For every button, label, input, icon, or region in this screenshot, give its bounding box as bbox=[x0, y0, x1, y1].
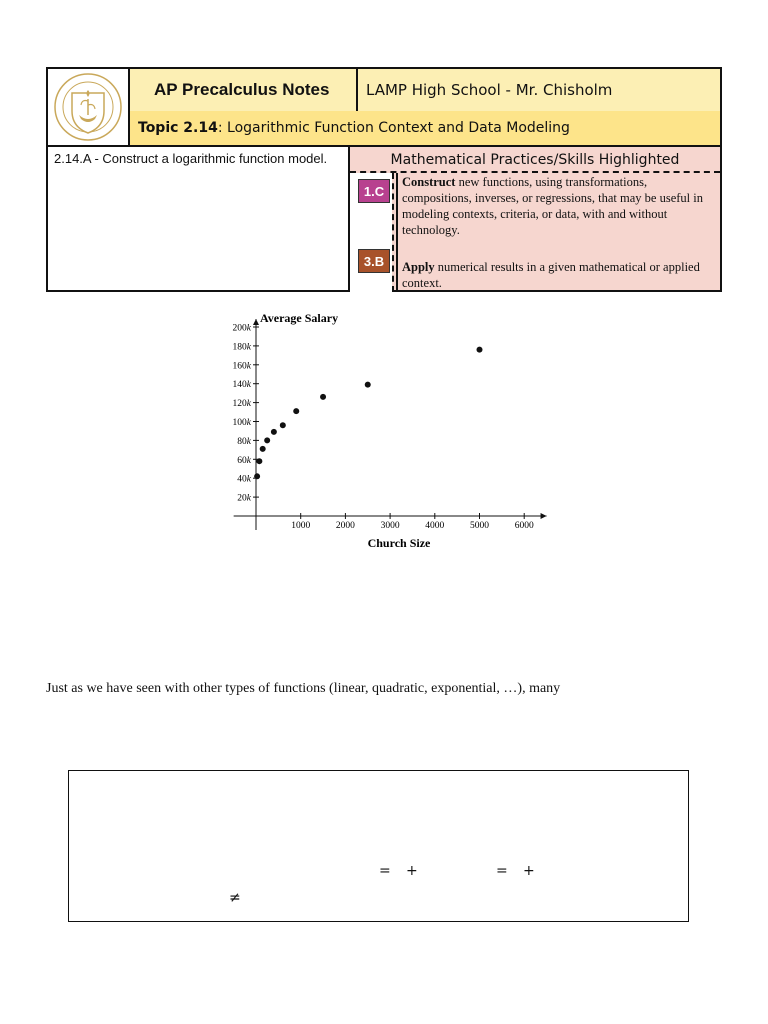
x-tick-label: 3000 bbox=[380, 521, 400, 531]
skill-badge-1c: 1.C bbox=[358, 179, 390, 203]
y-tick-label: 80k bbox=[237, 436, 251, 447]
equals-sign: = bbox=[379, 863, 391, 879]
y-tick-label: 180k bbox=[232, 342, 251, 353]
school-logo bbox=[46, 67, 130, 147]
skill-1c-text bbox=[402, 174, 714, 238]
data-point bbox=[271, 429, 277, 435]
data-point bbox=[264, 437, 270, 443]
y-tick-label: 100k bbox=[232, 418, 251, 428]
data-point bbox=[254, 473, 260, 479]
data-point bbox=[477, 347, 483, 353]
x-axis-label: Church Size bbox=[367, 536, 431, 550]
chart-points bbox=[254, 347, 482, 480]
x-tick-label: 2000 bbox=[335, 521, 355, 531]
y-tick-label: 120k bbox=[232, 399, 251, 410]
data-point bbox=[320, 394, 326, 400]
intro-paragraph: Just as we have seen with other types of functions (linear, quadratic, exponential, …), many bbox=[46, 681, 561, 696]
y-tick-label: 40k bbox=[237, 474, 251, 485]
practices-panel bbox=[348, 145, 722, 292]
y-tick-label: 200k bbox=[232, 323, 251, 334]
y-tick-label: 140k bbox=[232, 380, 251, 391]
divider bbox=[350, 171, 720, 173]
topic-number: Topic 2.14 bbox=[138, 120, 218, 136]
y-axis-label: Average Salary bbox=[260, 311, 339, 325]
x-tick-label: 5000 bbox=[470, 521, 489, 531]
skill-1c-verb: Construct bbox=[402, 175, 456, 189]
chart-ticks bbox=[233, 324, 534, 532]
definition-box bbox=[68, 770, 689, 922]
data-point bbox=[293, 408, 299, 414]
skill-badge-3b: 3.B bbox=[358, 249, 390, 273]
equals-sign: = bbox=[496, 863, 508, 879]
not-equal-sign: ≠ bbox=[229, 890, 241, 906]
skill-3b-verb: Apply bbox=[402, 260, 435, 274]
topic-title bbox=[128, 111, 722, 147]
x-tick-label: 6000 bbox=[514, 521, 534, 531]
data-point bbox=[256, 458, 262, 464]
data-point bbox=[260, 446, 266, 452]
skill-3b-text bbox=[402, 259, 714, 291]
school-name: LAMP High School - Mr. Chisholm bbox=[356, 67, 722, 113]
data-point bbox=[280, 422, 286, 428]
plus-sign: + bbox=[523, 863, 535, 879]
learning-target: 2.14.A - Construct a logarithmic function model. bbox=[46, 145, 350, 292]
salary-scatter-chart bbox=[218, 302, 558, 560]
x-tick-label: 1000 bbox=[291, 521, 311, 531]
divider bbox=[396, 173, 398, 292]
y-tick-label: 160k bbox=[232, 361, 251, 372]
x-axis-arrow bbox=[541, 513, 547, 519]
y-tick-label: 60k bbox=[237, 455, 251, 466]
practices-title: Mathematical Practices/Skills Highlighted bbox=[390, 152, 680, 168]
plus-sign: + bbox=[406, 863, 418, 879]
topic-name: : Logarithmic Function Context and Data Modeling bbox=[217, 120, 570, 136]
data-point bbox=[365, 382, 371, 388]
lamp-logo-icon bbox=[48, 69, 128, 145]
x-tick-label: 4000 bbox=[425, 521, 445, 531]
divider bbox=[392, 173, 394, 292]
skill-1c-description: new functions, using transformations, compositions, inverses, or regressions, that may be useful in modeling contexts, criteria, or data, with and without technology. bbox=[402, 175, 703, 237]
notes-title: AP Precalculus Notes bbox=[128, 67, 358, 113]
skill-3b-description: numerical results in a given mathematical or applied context. bbox=[402, 260, 700, 290]
y-axis-arrow bbox=[253, 319, 259, 325]
y-tick-label: 20k bbox=[237, 493, 251, 504]
notes-header bbox=[46, 67, 722, 292]
